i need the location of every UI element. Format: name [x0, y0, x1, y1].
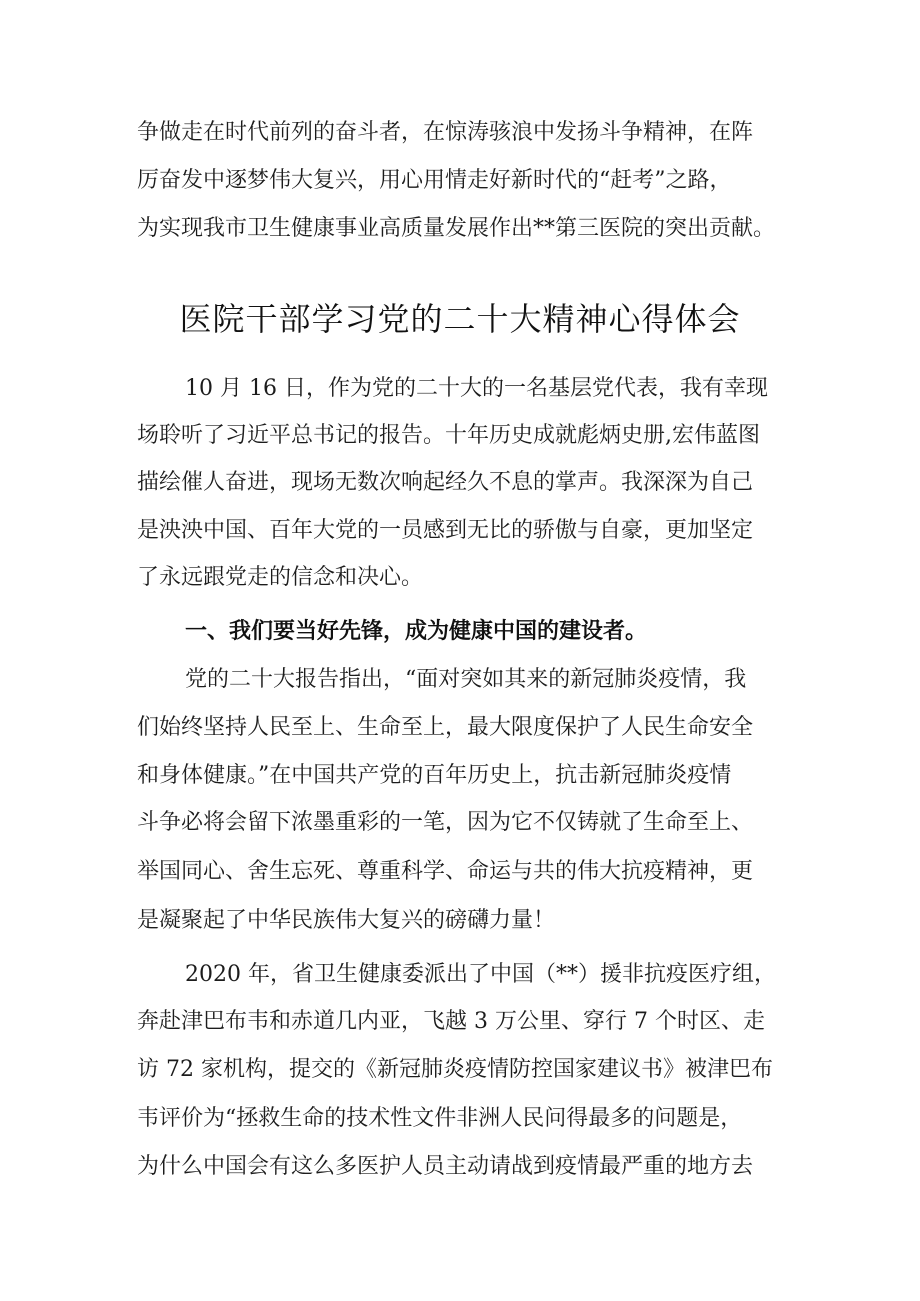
continuation-line-2: 厉奋发中逐梦伟大复兴，用心用情走好新时代的“赶考”之路，: [137, 168, 732, 193]
paragraph-1-line-1: 10 月 16 日，作为党的二十大的一名基层党代表，我有幸现: [185, 376, 768, 401]
paragraph-3-line-2: 奔赴津巴布韦和赤道几内亚，飞越 3 万公里、穿行 7 个时区、走: [137, 1009, 765, 1034]
paragraph-1-line-2: 场聆听了习近平总书记的报告。十年历史成就彪炳史册,宏伟蓝图: [137, 423, 760, 448]
paragraph-3-line-1: 2020 年，省卫生健康委派出了中国（**）援非抗疫医疗组，: [185, 962, 776, 987]
paragraph-3-line-5: 为什么中国会有这么多医护人员主动请战到疫情最严重的地方去: [137, 1154, 754, 1179]
paragraph-2-line-4: 斗争必将会留下浓墨重彩的一笔，因为它不仅铸就了生命至上、: [137, 810, 754, 835]
paragraph-1-line-3: 描绘催人奋进，现场无数次响起经久不息的掌声。我深深为自己: [137, 470, 754, 495]
paragraph-2-line-1: 党的二十大报告指出，“面对突如其来的新冠肺炎疫情，我: [185, 667, 747, 692]
continuation-line-1: 争做走在时代前列的奋斗者，在惊涛骇浪中发扬斗争精神，在阵: [137, 120, 754, 145]
paragraph-3-line-3: 访 72 家机构，提交的《新冠肺炎疫情防控国家建议书》被津巴布: [137, 1057, 773, 1082]
paragraph-1-line-5: 了永远跟党走的信念和决心。: [137, 565, 424, 590]
paragraph-3-line-4: 韦评价为“拯救生命的技术性文件非洲人民问得最多的问题是，: [137, 1106, 743, 1131]
paragraph-2-line-6: 是凝聚起了中华民族伟大复兴的磅礴力量！: [137, 908, 556, 933]
paragraph-2-line-5: 举国同心、舍生忘死、尊重科学、命运与共的伟大抗疫精神，更: [137, 859, 754, 884]
continuation-line-3: 为实现我市卫生健康事业高质量发展作出**第三医院的突出贡献。: [137, 216, 776, 241]
paragraph-2-line-3: 和身体健康。”在中国共产党的百年历史上，抗击新冠肺炎疫情: [137, 763, 732, 788]
section-1-heading: 一、我们要当好先锋，成为健康中国的建设者。: [185, 619, 648, 644]
paragraph-1-line-4: 是泱泱中国、百年大党的一员感到无比的骄傲与自豪，更加坚定: [137, 518, 754, 543]
paragraph-2-line-2: 们始终坚持人民至上、生命至上，最大限度保护了人民生命安全: [137, 715, 754, 740]
article-title: 医院干部学习党的二十大精神心得体会: [179, 300, 741, 338]
